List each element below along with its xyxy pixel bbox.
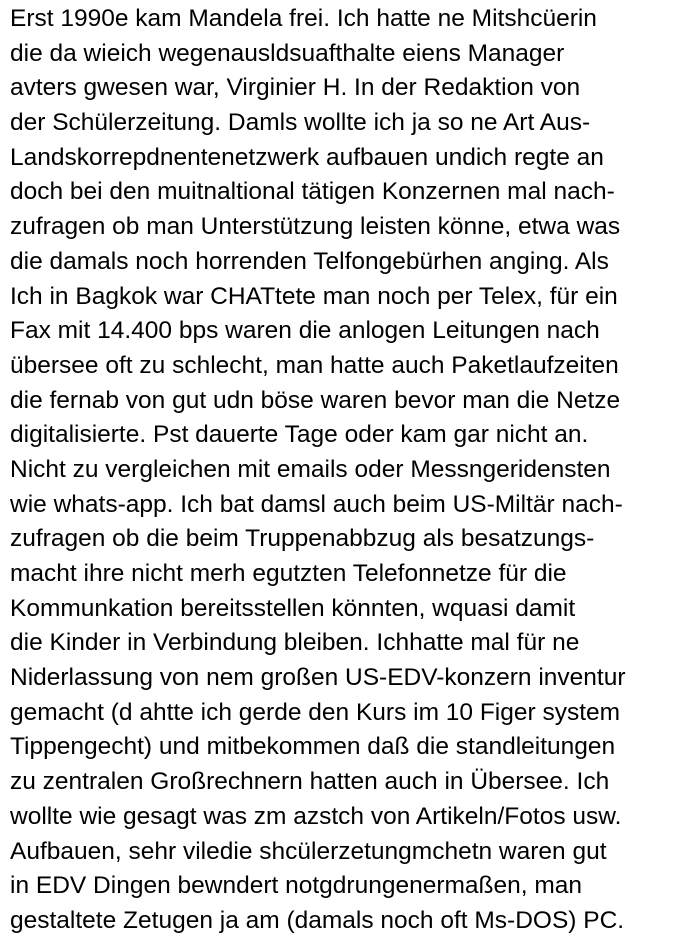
text-line: die damals noch horrenden Telfongebürhen anging. Als — [10, 247, 609, 275]
text-line: zufragen ob man Unterstützung leisten könne, etwa was — [10, 213, 621, 241]
text-line: gestaltete Zetugen ja am (damals noch oft Ms-DOS) PC. — [10, 906, 625, 934]
text-line: übersee oft zu schlecht, man hatte auch Paketlaufzeiten — [10, 351, 619, 379]
text-line: wie whats-app. Ich bat damsl auch beim US-Miltär nach- — [10, 490, 623, 518]
text-line: Erst 1990e kam Mandela frei. Ich hatte ne Mitshcüerin — [10, 5, 597, 32]
text-line: Aufbauen, sehr viledie shcülerzetungmchetn waren gut — [10, 837, 607, 865]
text-line: Tippengecht) und mitbekommen daß die standleitungen — [10, 733, 616, 761]
text-line: gemacht (d ahtte ich gerde den Kurs im 10 Figer system — [10, 698, 621, 726]
text-line: Niderlassung von nem großen US-EDV-konzern inventur — [10, 664, 626, 692]
text-line: zufragen ob die beim Truppenabbzug als besatzungs- — [10, 525, 595, 553]
text-line: die da wieich wegenausldsuafthalte eiens Manager — [10, 39, 565, 67]
body-text — [10, 2, 680, 939]
text-line: in EDV Dingen bewndert notgdrungenermaßen, man — [10, 872, 583, 900]
text-line: avters gwesen war, Virginier H. In der Redaktion von — [10, 74, 581, 102]
text-line: Ich in Bagkok war CHATtete man noch per Telex, für ein — [10, 282, 618, 310]
text-line: macht ihre nicht merh egutzten Telefonnetze für die — [10, 560, 567, 587]
text-line: Landskorrepdnentenetzwerk aufbauen undich regte an — [10, 143, 604, 171]
text-line: der Schülerzeitung. Damls wollte ich ja so ne Art Aus- — [10, 109, 591, 137]
text-line: Kommunkation bereitsstellen könnten, wquasi damit — [10, 594, 576, 622]
text-line: die fernab von gut udn böse waren bevor man die Netze — [10, 386, 621, 414]
text-line: Fax mit 14.400 bps waren die anlogen Leitungen nach — [10, 317, 600, 345]
text-line: zu zentralen Großrechnern hatten auch in Übersee. Ich — [10, 768, 610, 796]
text-line: doch bei den muitnaltional tätigen Konzernen mal nach- — [10, 178, 615, 206]
text-line: digitalisierte. Pst dauerte Tage oder kam gar nicht an. — [10, 421, 589, 449]
text-line: Nicht zu vergleichen mit emails oder Messngeridensten — [10, 455, 611, 483]
text-line: die Kinder in Verbindung bleiben. Ichhatte mal für ne — [10, 629, 580, 657]
text-line: wollte wie gesagt was zm azstch von Artikeln/Fotos usw. — [10, 802, 622, 830]
